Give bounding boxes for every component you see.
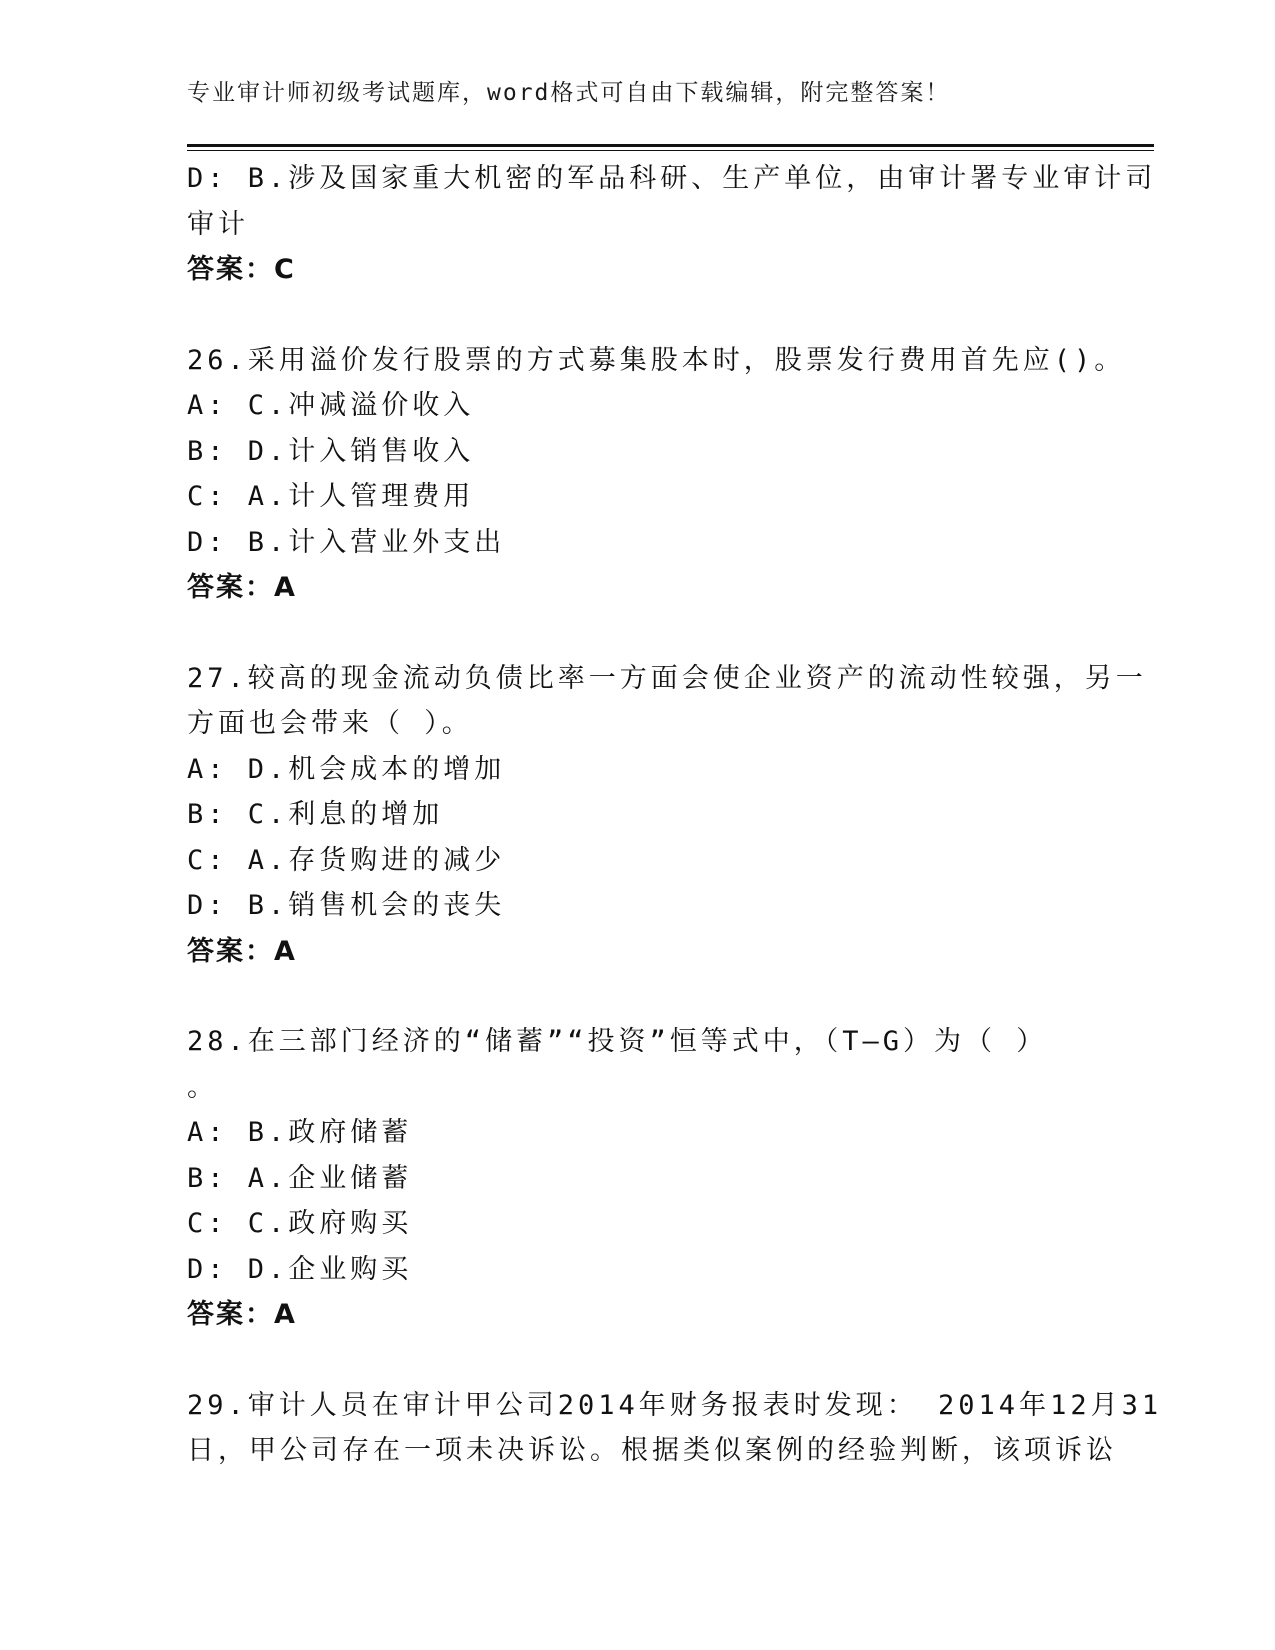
option-b: B: C.利息的增加 xyxy=(187,799,444,830)
answer: 答案：A xyxy=(187,1299,297,1330)
question-stem: 26.采用溢价发行股票的方式募集股本时，股票发行费用首先应()。 xyxy=(187,344,1126,376)
option-a: A: D.机会成本的增加 xyxy=(187,753,506,785)
option-d: D: B.计入营业外支出 xyxy=(187,526,506,558)
question-stem-continued: 。 xyxy=(187,1071,218,1103)
answer: 答案：C xyxy=(187,254,296,285)
option-d: D: D.企业购买 xyxy=(187,1253,413,1285)
question-28 xyxy=(187,1019,1087,1338)
question-stem-continued: 方面也会带来（ ）。 xyxy=(187,708,473,739)
question-27 xyxy=(187,656,1147,975)
option-b: B: D.计入销售收入 xyxy=(187,435,475,467)
question-26 xyxy=(187,338,1126,611)
page-header: 专业审计师初级考试题库，word格式可自由下载编辑，附完整答案！ xyxy=(187,80,951,106)
option-c: C: A.计人管理费用 xyxy=(187,481,475,512)
option-d: D: B.涉及国家重大机密的军品科研、生产单位，由审计署专业审计司 xyxy=(187,163,1157,194)
header-rule-thin xyxy=(187,150,1154,151)
option-c: C: A.存货购进的减少 xyxy=(187,844,506,876)
option-d-continued: 审计 xyxy=(187,208,249,240)
header-rule-thick xyxy=(187,144,1154,147)
question-29 xyxy=(187,1383,1163,1474)
question-stem: 29.审计人员在审计甲公司2014年财务报表时发现： 2014年12月31 xyxy=(187,1389,1163,1421)
question-stem: 28.在三部门经济的“储蓄”“投资”恒等式中，（T—G）为（ ） xyxy=(187,1026,1048,1057)
option-b: B: A.企业储蓄 xyxy=(187,1162,413,1194)
option-c: C: C.政府购买 xyxy=(187,1208,413,1239)
answer: 答案：A xyxy=(187,572,297,603)
question-stem: 27.较高的现金流动负债比率一方面会使企业资产的流动性较强，另一 xyxy=(187,662,1147,694)
document-body xyxy=(187,156,1163,1474)
option-d: D: B.销售机会的丧失 xyxy=(187,890,506,921)
question-stem-continued: 日，甲公司存在一项未决诉讼。根据类似案例的经验判断，该项诉讼 xyxy=(187,1435,1117,1466)
option-a: A: C.冲减溢价收入 xyxy=(187,390,475,421)
answer: 答案：A xyxy=(187,935,297,967)
question-25-tail xyxy=(187,156,1157,293)
option-a: A: B.政府储蓄 xyxy=(187,1117,413,1148)
